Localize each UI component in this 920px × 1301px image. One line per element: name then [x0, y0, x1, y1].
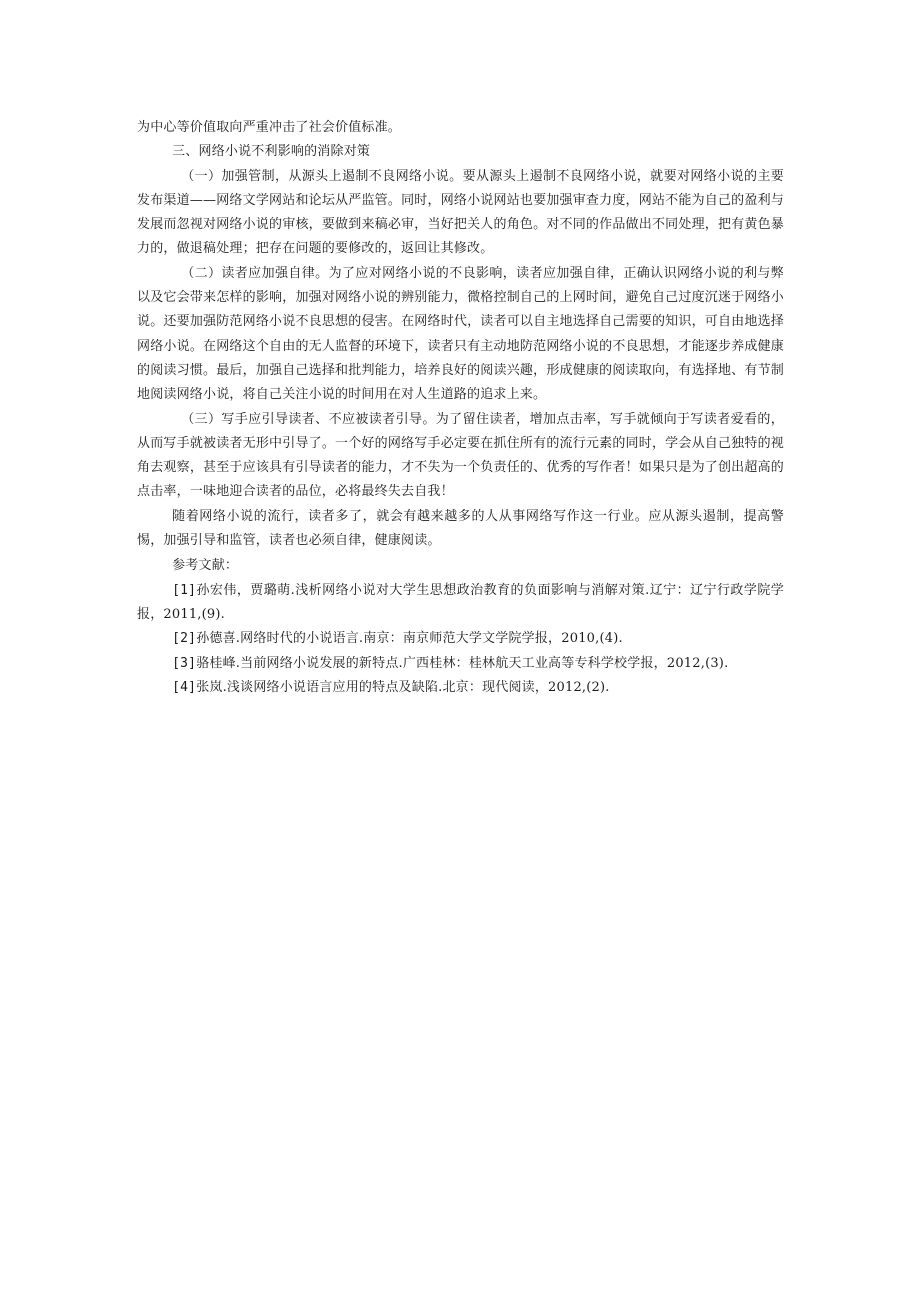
- article-body: [137, 116, 784, 700]
- reference-item-1: [137, 579, 784, 628]
- reference-text: 张岚.浅谈网络小说语言应用的特点及缺陷.北京：现代阅读，2012,(2).: [196, 679, 610, 695]
- reference-number: [2]: [172, 631, 197, 647]
- paragraph-conclusion: 随着网络小说的流行，读者多了，就会有越来越多的人从事网络写作这一行业。应从源头遏制，提高警惕，加强引导和监管，读者也必须自律，健康阅读。: [137, 508, 784, 549]
- references-heading: 参考文献：: [172, 558, 239, 574]
- reference-text: 骆桂峰.当前网络小说发展的新特点.广西桂林：桂林航天工业高等专科学校学报，2012,(3).: [196, 655, 729, 671]
- reference-item-4: [137, 676, 784, 700]
- reference-item-3: [137, 652, 784, 676]
- reference-text: 孙宏伟，贾璐萌.浅析网络小说对大学生思想政治教育的负面影响与消解对策.辽宁：辽宁行政学院学报，2011,(9).: [137, 582, 784, 622]
- reference-text: 孙德喜.网络时代的小说语言.南京：南京师范大学文学院学报，2010,(4).: [196, 631, 623, 647]
- reference-item-2: [137, 627, 784, 651]
- paragraph-measure-3: （三）写手应引导读者、不应被读者引导。为了留住读者，增加点击率，写手就倾向于写读者爱看的，从而写手就被读者无形中引导了。一个好的网络写手必定要在抓住所有的流行元素的同时，学会从自己独特的视角去观察，甚至于应该具有引导读者的能力，才不失为一个负责任的、优秀的写作者！如果只是为了创出超高的点击率，一味地迎合读者的品位，必将最终失去自我！: [137, 411, 784, 500]
- reference-number: [4]: [172, 679, 197, 695]
- paragraph-continuation: 为中心等价值取向严重冲击了社会价值标准。: [137, 120, 402, 135]
- reference-number: [1]: [172, 582, 197, 598]
- paragraph-measure-2: （二）读者应加强自律。为了应对网络小说的不良影响，读者应加强自律，正确认识网络小说的利与弊以及它会带来怎样的影响，加强对网络小说的辨别能力，微格控制自己的上网时间，避免自己过度沉迷于网络小说。还要加强防范网络小说不良思想的侵害。在网络时代，读者可以自主地选择自己需要的知识，可自由地选择网络小说。在网络这个自由的无人监督的环境下，读者只有主动地防范网络小说的不良思想，才能逐步养成健康的阅读习惯。最后，加强自己选择和批判能力，培养良好的阅读兴趣，形成健康的阅读取向，有选择地、有节制地阅读网络小说，将自己关注小说的时间用在对人生道路的追求上来。: [137, 265, 784, 403]
- reference-number: [3]: [172, 655, 197, 671]
- paragraph-measure-1: （一）加强管制，从源头上遏制不良网络小说。要从源头上遏制不良网络小说，就要对网络小说的主要发布渠道——网络文学网站和论坛从严监管。同时，网络小说网站也要加强审查力度，网站不能为自己的盈利与发展而忽视对网络小说的审核，要做到来稿必审，当好把关人的角色。对不同的作品做出不同处理，把有黄色暴力的，做退稿处理；把存在问题的要修改的，返回让其修改。: [137, 168, 784, 257]
- section-heading: 三、网络小说不利影响的消除对策: [172, 144, 371, 160]
